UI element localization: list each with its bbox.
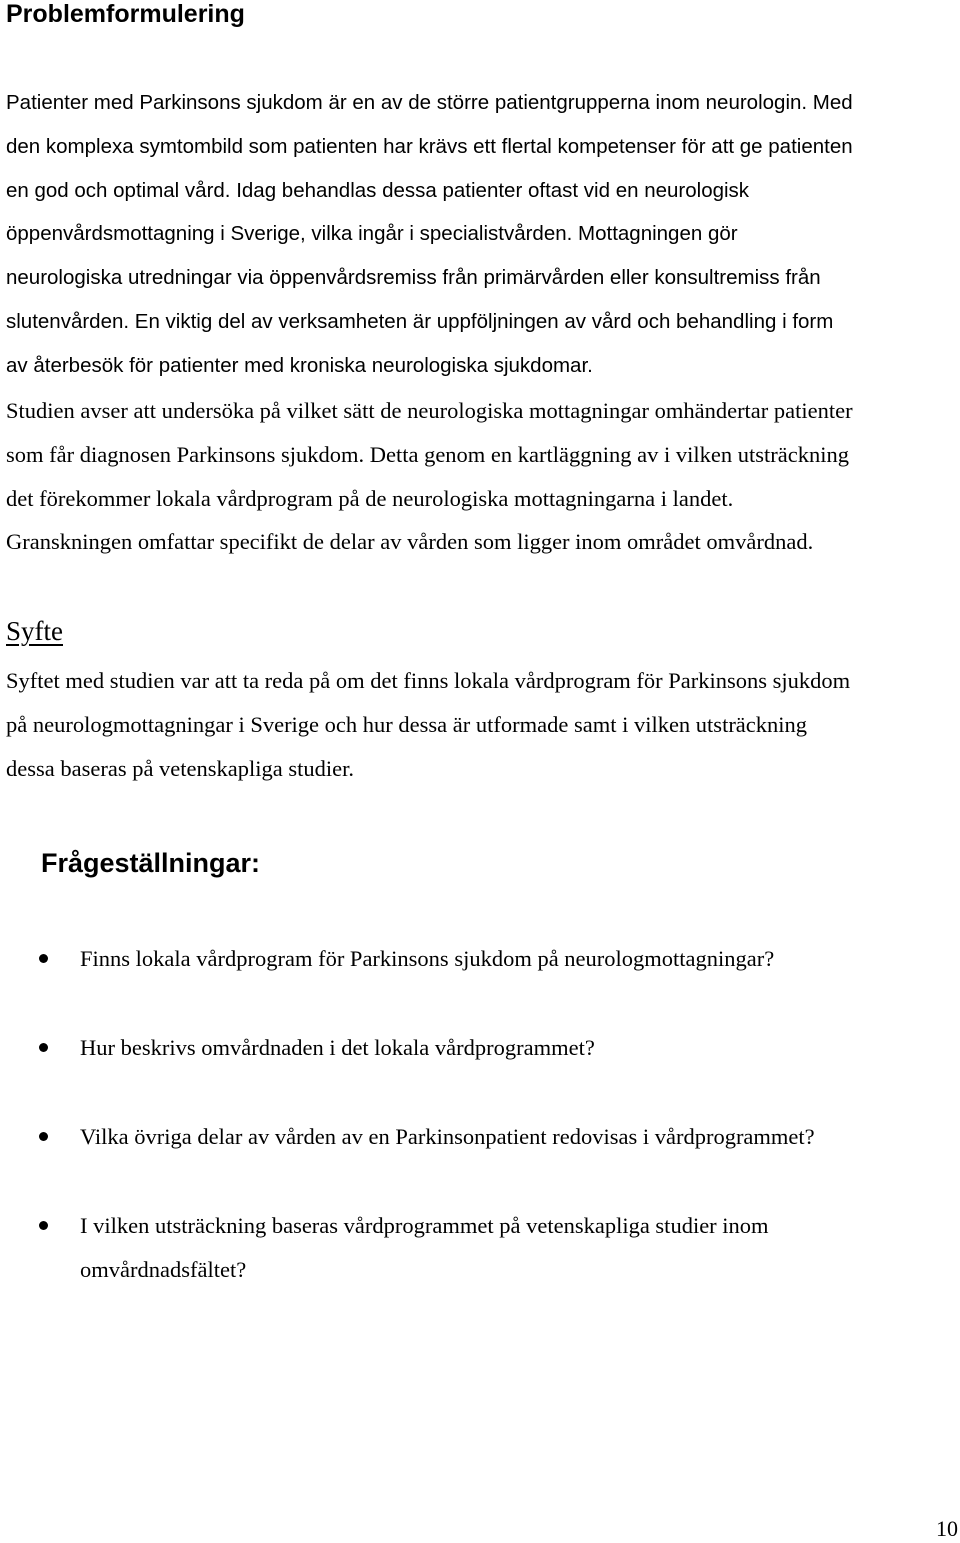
list-item-line: I vilken utsträckning baseras vårdprogrammet på vetenskapliga studier inom — [80, 1213, 769, 1238]
page-number: 10 — [936, 1516, 958, 1541]
list-item-text — [80, 1115, 950, 1159]
list-item-line: omvårdnadsfältet? — [80, 1257, 247, 1282]
list-item-line: Finns lokala vårdprogram för Parkinsons sjukdom på neurologmottagningar? — [80, 946, 775, 971]
problem-paragraph — [6, 81, 958, 388]
problem-paragraph-2 — [6, 389, 958, 564]
syfte-paragraph — [6, 659, 958, 790]
paragraph-line: en god och optimal vård. Idag behandlas dessa patienter oftast vid en neurologisk — [6, 178, 750, 202]
bullet-icon — [39, 1043, 48, 1052]
paragraph-line: Studien avser att undersöka på vilket sätt de neurologiska mottagningar omhändertar patienter — [6, 398, 853, 423]
list-item-text — [80, 1204, 950, 1292]
bullet-icon — [39, 954, 48, 963]
paragraph-line: neurologiska utredningar via öppenvårdsremiss från primärvården eller konsultremiss från — [6, 266, 821, 290]
paragraph-line: på neurologmottagningar i Sverige och hur dessa är utformade samt i vilken utsträckning — [6, 711, 808, 737]
list-item-line: Vilka övriga delar av vården av en Parkinsonpatient redovisas i vårdprogrammet? — [80, 1124, 815, 1149]
paragraph-line: Patienter med Parkinsons sjukdom är en av de större patientgrupperna inom neurologin. Med — [6, 91, 853, 114]
list-item-line: Hur beskrivs omvårdnaden i det lokala vårdprogrammet? — [80, 1035, 595, 1060]
paragraph-line: av återbesök för patienter med kroniska neurologiska sjukdomar. — [6, 353, 593, 377]
paragraph-line: Granskningen omfattar specifikt de delar av vården som ligger inom området omvårdnad. — [6, 529, 814, 555]
paragraph-line: öppenvårdsmottagning i Sverige, vilka ingår i specialistvården. Mottagningen gör — [6, 222, 738, 246]
paragraph-line: Syftet med studien var att ta reda på om det finns lokala vårdprogram för Parkinsons sjukdom — [6, 668, 851, 693]
bullet-icon — [39, 1221, 48, 1230]
list-item-text — [80, 1026, 950, 1070]
paragraph-line: slutenvården. En viktig del av verksamheten är uppföljningen av vård och behandling i form — [6, 309, 834, 333]
paragraph-line: dessa baseras på vetenskapliga studier. — [6, 755, 355, 781]
paragraph-line: som får diagnosen Parkinsons sjukdom. Detta genom en kartläggning av i vilken utsträckning — [6, 441, 849, 467]
bullet-icon — [39, 1132, 48, 1141]
section-heading-problemformulering: Problemformulering — [6, 0, 245, 28]
paragraph-line: det förekommer lokala vårdprogram på de neurologiska mottagningarna i landet. — [6, 485, 734, 511]
list-item-text — [80, 937, 950, 981]
section-heading-fragestallningar: Frågeställningar: — [41, 848, 261, 878]
paragraph-line: den komplexa symtombild som patienten har krävs ett flertal kompetenser för att ge patienten — [6, 134, 853, 158]
section-heading-syfte: Syfte — [6, 616, 63, 646]
